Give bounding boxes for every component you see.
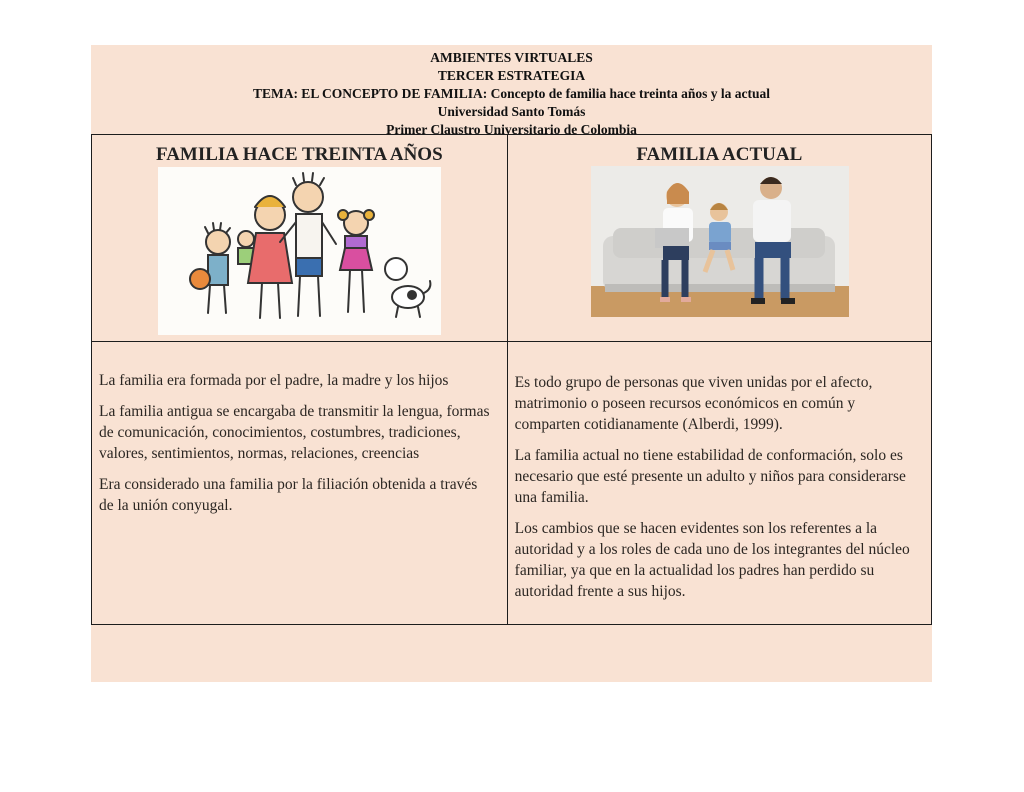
header-line-topic: TEMA: EL CONCEPTO DE FAMILIA: Concepto de familia hace treinta años y la actual xyxy=(252,86,771,101)
left-column-title: FAMILIA HACE TREINTA AÑOS xyxy=(156,144,443,165)
modern-family-photo-icon xyxy=(591,166,849,317)
header-line-subtitle: Primer Claustro Universitario de Colombia xyxy=(386,122,637,137)
left-text-cell xyxy=(92,342,508,625)
right-paragraph: Es todo grupo de personas que viven unidas por el afecto, matrimonio o poseen recursos económicos en común y comparten cotidianamente (Alberdi, 1999). xyxy=(514,374,873,433)
header-line-university: Universidad Santo Tomás xyxy=(437,104,586,119)
left-image-cell xyxy=(92,135,508,342)
text-row xyxy=(92,342,932,625)
left-paragraph: Era considerado una familia por la filiación obtenida a través de la unión conyugal. xyxy=(99,476,478,514)
family-drawing-illustration-icon xyxy=(158,167,441,335)
document-header xyxy=(91,49,932,139)
image-row xyxy=(92,135,932,342)
comparison-table xyxy=(91,134,932,625)
right-text-cell xyxy=(507,342,931,625)
left-paragraph: La familia antigua se encargaba de transmitir la lengua, formas de comunicación, conocimientos, costumbres, tradiciones, valores, sentimientos, normas, relaciones, creencias xyxy=(99,403,490,462)
header-line-course: AMBIENTES VIRTUALES xyxy=(430,50,593,65)
left-paragraph: La familia era formada por el padre, la madre y los hijos xyxy=(99,372,449,389)
document-page xyxy=(91,45,932,682)
right-paragraph: La familia actual no tiene estabilidad de conformación, solo es necesario que esté presente un adulto y niños para considerarse una familia. xyxy=(514,447,906,506)
right-column-title: FAMILIA ACTUAL xyxy=(636,144,803,165)
right-paragraph: Los cambios que se hacen evidentes son los referentes a la autoridad y a los roles de cada uno de los integrantes del núcleo familiar, ya que en la actualidad los padres han perdido su autoridad frente a sus hijos. xyxy=(514,520,910,600)
right-image-cell xyxy=(507,135,931,342)
header-line-strategy: TERCER ESTRATEGIA xyxy=(437,68,586,83)
